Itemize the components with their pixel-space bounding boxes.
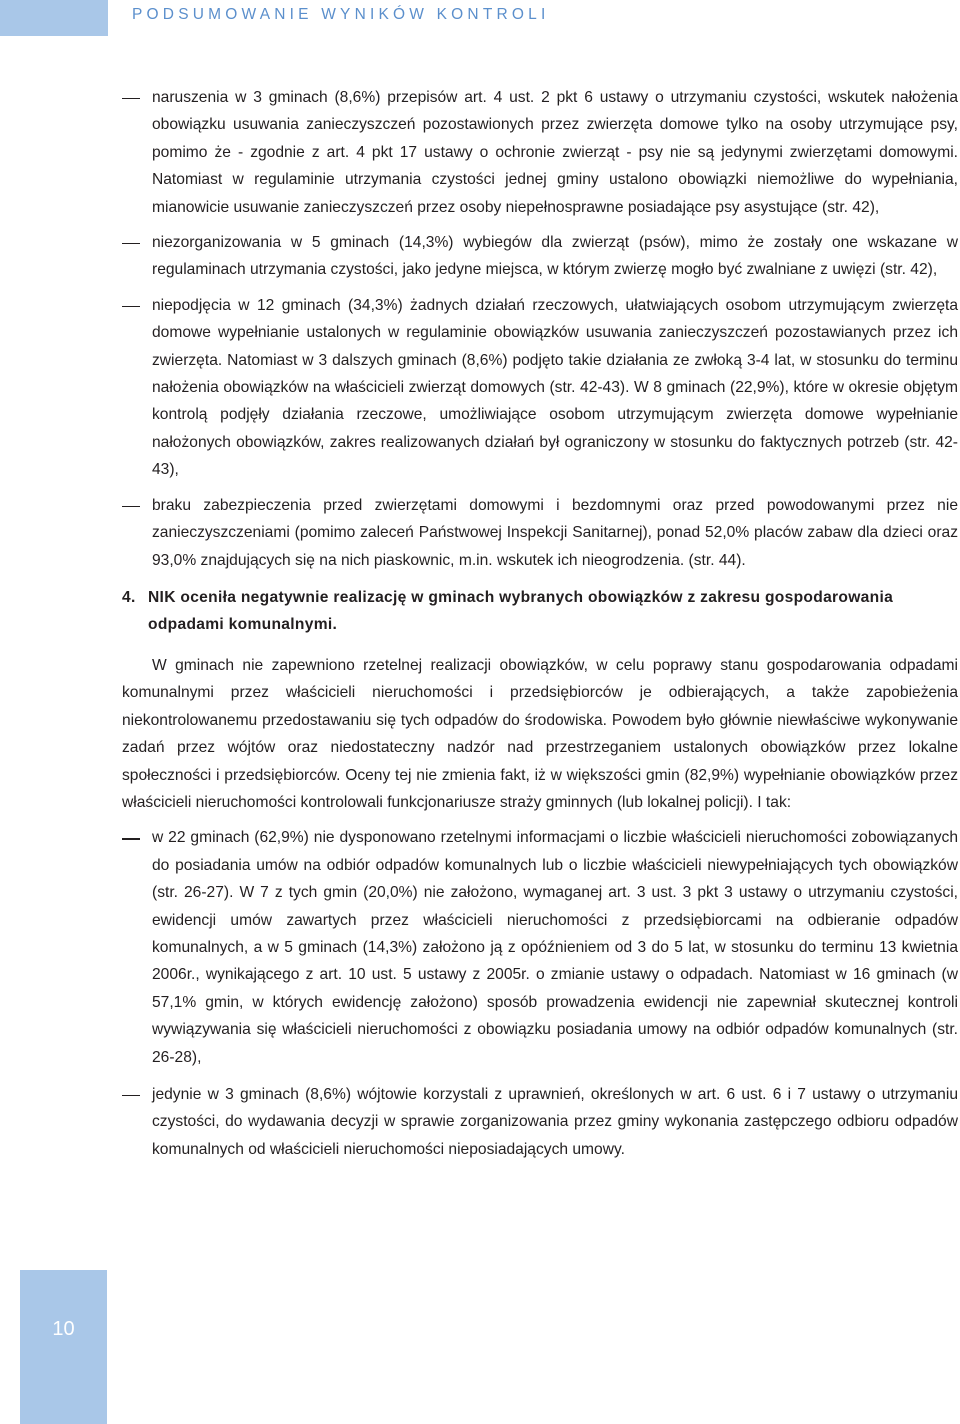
list-item	[122, 292, 958, 484]
page-number-tab	[20, 1270, 107, 1424]
header-tab	[0, 0, 108, 36]
section-number: 4.	[122, 588, 136, 606]
list-item-text: niepodjęcia w 12 gminach (34,3%) żadnych działań rzeczowych, ułatwiających osobom utrzymującym zwierzęta domowe wypełnianie ustalonych w regulaminie obowiązków usuwania zanieczyszczeń pozostawianych przez ich zwierzęta. Natomiast w 3 dalszych gminach (8,6%) podjęto takie działania ze zwłoką 3-4 lat, w stosunku do terminu nałożenia obowiązków na właścicieli zwierząt domowych (str. 42-43). W 8 gminach (22,9%), które w okresie objętym kontrolą podjęły działania rzeczowe, umożliwiające osobom utrzymującym zwierzęta domowe wypełnianie nałożonych obowiązków, zakres realizowanych działań był ograniczony w stosunku do faktycznych potrzeb (str. 42-43),	[152, 296, 958, 479]
paragraph-text: W gminach nie zapewniono rzetelnej realizacji obowiązków, w celu poprawy stanu gospodarowania odpadami komunalnymi przez właścicieli nieruchomości i przedsiębiorców je odbierających, a także zapobieżenia niekontrolowanemu przedostawaniu się tych odpadów do środowiska. Powodem było głównie niewłaściwe wykonywanie zadań przez wójtów oraz niedostateczny nadzór nad przestrzeganiem ustalonych obowiązków przez lokalne społeczności i przedsiębiorców. Oceny tej nie zmienia fakt, iż w większości gmin (82,9%) wypełnianie obowiązków przez właścicieli nieruchomości kontrolowali funkcjonariusze straży gminnych (lub lokalnej policji). I tak:	[122, 656, 958, 811]
section-title: NIK oceniła negatywnie realizację w gminach wybranych obowiązków z zakresu gospodarowania odpadami komunalnymi.	[148, 588, 894, 633]
list-item-text: w 22 gminach (62,9%) nie dysponowano rzetelnymi informacjami o liczbie właścicieli nieruchomości zobowiązanych do posiadania umów na odbiór odpadów komunalnych lub o liczbie właścicieli niewypełniających tych obowiązków (str. 26-27). W 7 z tych gmin (20,0%) nie założono, wymaganej art. 3 ust. 3 pkt 3 ustawy o utrzymaniu czystości, ewidencji umów zawartych przez właścicieli nieruchomości z przedsiębiorcami na odbieranie odpadów komunalnych, a w 5 gminach (14,3%) założono ją z opóźnieniem od 3 do 5 lat, w stosunku do terminu 13 kwietnia 2006r., wynikającego z art. 10 ust. 5 ustawy z 2005r. o zmianie ustawy o odpadach. Natomiast w 16 gminach (w 57,1% gmin, w których ewidencję założono) sposób prowadzenia ewidencji nie zapewniał skutecznej kontroli wywiązywania się właścicieli nieruchomości z obowiązku posiadania umowy na odbiór odpadów komunalnych (str. 26-28),	[152, 829, 958, 1066]
list-item	[122, 492, 958, 574]
findings-list	[122, 824, 958, 1163]
section-heading	[122, 584, 958, 638]
list-item-text: braku zabezpieczenia przed zwierzętami domowymi i bezdomnymi oraz przed powodowanymi przez nie zanieczyszczeniami (pomimo zaleceń Państwowej Inspekcji Sanitarnej), ponad 52,0% placów zabaw dla dzieci oraz 93,0% znajdujących się na nich piaskownic, m.in. wskutek ich nieogrodzenia. (str. 44).	[152, 496, 958, 569]
list-item	[122, 229, 958, 284]
list-item	[122, 1081, 958, 1163]
page-content	[122, 84, 958, 1163]
list-item-text: naruszenia w 3 gminach (8,6%) przepisów art. 4 ust. 2 pkt 6 ustawy o utrzymaniu czystości, wskutek nałożenia obowiązku usuwania zanieczyszczeń pozostawionych przez zwierzęta domowe tylko na osoby utrzymujące psy, pomimo że - zgodnie z art. 4 pkt 17 ustawy o ochronie zwierząt - psy nie są jedynymi zwierzętami domowymi. Natomiast w regulaminie utrzymania czystości jednej gminy ustalono obowiązki niemożliwe do wypełniania, mianowicie usuwanie zanieczyszczeń przez osoby niepełnosprawne posiadające psy asystujące (str. 42),	[152, 89, 958, 216]
running-header: PODSUMOWANIE WYNIKÓW KONTROLI	[132, 6, 550, 23]
list-item-text: niezorganizowania w 5 gminach (14,3%) wybiegów dla zwierząt (psów), mimo że zostały one wskazane w regulaminach utrzymania czystości, jako jedyne miejsca, w którym zwierzę mogło być zwalniane z uwięzi (str. 42),	[152, 234, 958, 279]
page-number: 10	[52, 1318, 75, 1340]
list-item-text: jedynie w 3 gminach (8,6%) wójtowie korzystali z uprawnień, określonych w art. 6 ust. 6 i 7 ustawy o utrzymaniu czystości, do wydawania decyzji w sprawie zorganizowania przez gminy wykonania zastępczego odbioru odpadów komunalnych od właścicieli nieruchomości nieposiadających umowy.	[152, 1086, 958, 1158]
body-paragraph	[122, 652, 958, 816]
list-item	[122, 84, 958, 221]
list-item	[122, 824, 958, 1071]
